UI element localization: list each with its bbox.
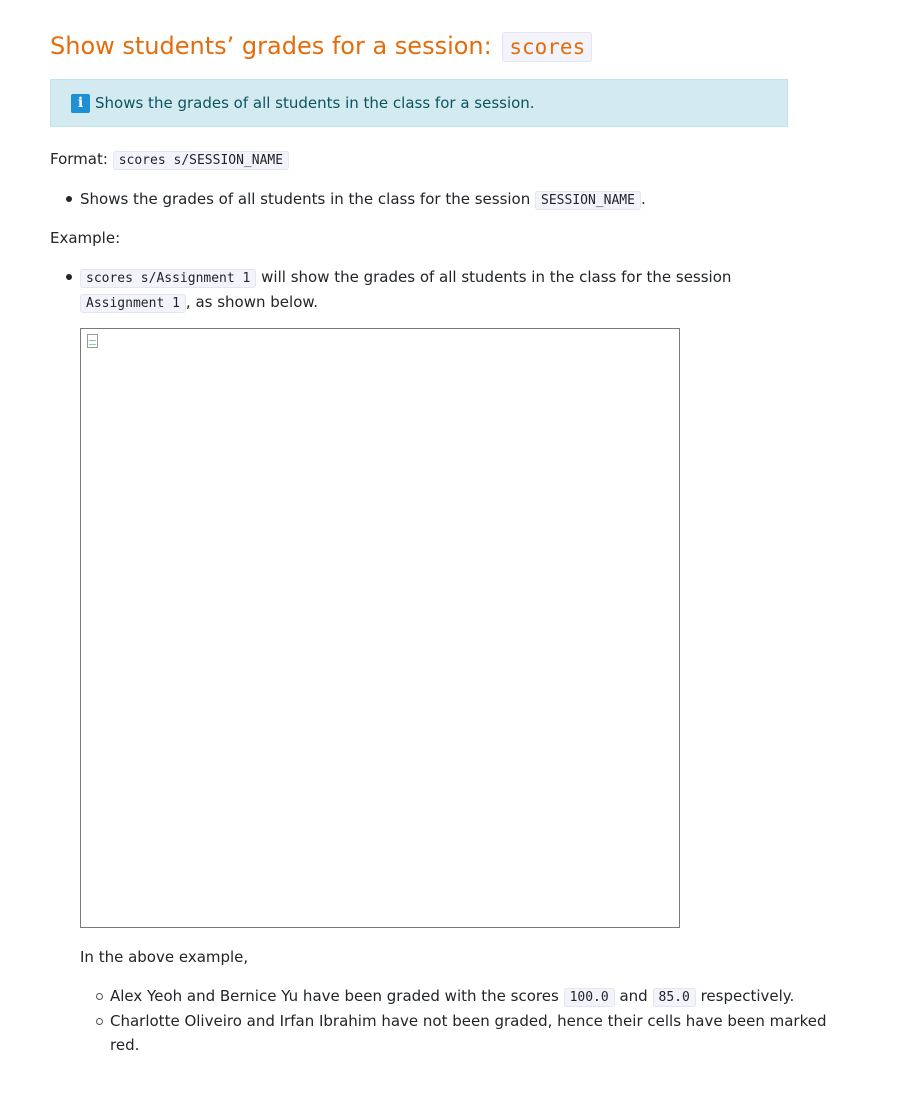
note-item-ungraded-continued: red. bbox=[110, 1036, 140, 1054]
broken-image-icon bbox=[87, 334, 98, 348]
example-item bbox=[80, 265, 731, 291]
format-description-text: Shows the grades of all students in the class for the session bbox=[80, 190, 531, 208]
format-description-item bbox=[80, 187, 646, 213]
info-icon: i bbox=[71, 94, 90, 113]
format-label: Format: bbox=[50, 150, 108, 168]
example-screenshot-image bbox=[80, 328, 680, 928]
example-session-code: Assignment 1 bbox=[80, 294, 186, 313]
example-label: Example: bbox=[50, 229, 121, 247]
format-code: scores s/SESSION_NAME bbox=[113, 151, 289, 170]
example-suffix-text: , as shown below. bbox=[185, 293, 319, 311]
format-description-suffix: . bbox=[640, 190, 646, 208]
note-item-ungraded bbox=[110, 1009, 826, 1033]
example-command-code: scores s/Assignment 1 bbox=[80, 269, 256, 288]
example-text: will show the grades of all students in the class for the session bbox=[261, 268, 732, 286]
note-text: and bbox=[619, 987, 648, 1005]
note-text: Alex Yeoh and Bernice Yu have been graded with the scores bbox=[110, 987, 559, 1005]
note-text: respectively. bbox=[700, 987, 795, 1005]
example-item-continued bbox=[80, 290, 318, 316]
page-title bbox=[50, 28, 592, 65]
caption-text: In the above example, bbox=[80, 948, 249, 966]
note-item-graded bbox=[110, 984, 794, 1010]
title-text: Show students’ grades for a session: bbox=[50, 32, 500, 60]
note-text: Charlotte Oliveiro and Irfan Ibrahim have not been graded, hence their cells have been marked bbox=[110, 1012, 827, 1030]
info-alert bbox=[50, 79, 788, 127]
format-line bbox=[50, 147, 289, 173]
score-code-bernice: 85.0 bbox=[653, 988, 696, 1007]
session-name-code: SESSION_NAME bbox=[535, 191, 641, 210]
score-code-alex: 100.0 bbox=[564, 988, 615, 1007]
title-command-code: scores bbox=[502, 32, 592, 62]
alert-text: Shows the grades of all students in the class for a session. bbox=[95, 94, 535, 112]
